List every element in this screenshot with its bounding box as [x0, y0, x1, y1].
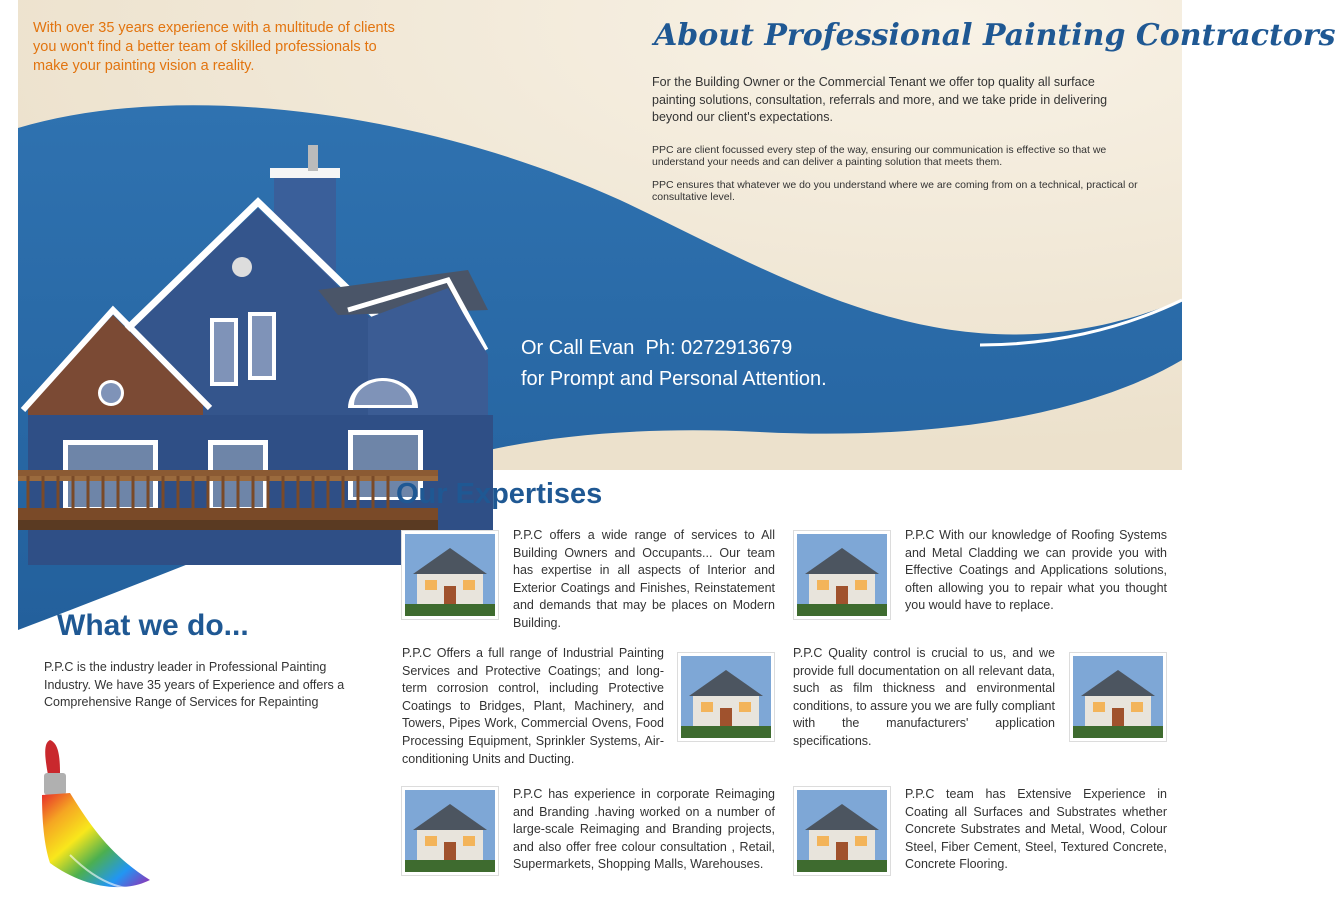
expertise-text-1: P.P.C offers a wide range of services to All Building Owners and Occupants... Our team has expertise in all aspects of Interior and Exterior Coatings and Finishes, Reinstatement and demands that may be places on Modern Building.: [513, 528, 775, 630]
about-lead: For the Building Owner or the Commercial Tenant we offer top quality all surface painting solutions, consultation, referrals and more, and we take pride in delivering beyond our client's expectations.: [652, 75, 1108, 124]
house-thumbnail: [1069, 652, 1167, 742]
expertise-text-4: P.P.C Quality control is crucial to us, and we provide full documentation on all relevant data, such as film thickness and environmental conditions, to assure you we are fully compliant with the manufacturers' application specifications.: [793, 646, 1055, 748]
paint-brush-icon: [30, 735, 160, 900]
what-we-do-title: What we do...: [57, 609, 249, 642]
call-to-action: [521, 333, 827, 395]
house-thumbnail: [793, 786, 891, 876]
call-attention-line: for Prompt and Personal Attention.: [521, 368, 827, 390]
expertises-title: Our Expertises: [396, 478, 603, 510]
about-paragraph-2: PPC ensures that whatever we do you understand where we are coming from on a technical, practical or consultative level.: [652, 179, 1138, 203]
house-thumbnail: [793, 530, 891, 620]
expertise-text-3: P.P.C Offers a full range of Industrial Painting Services and Protective Coatings; and long-term corrosion control, including Protective Coatings to Bridges, Plant, Machinery, and Towers, Pipes Work, Commercial Ovens, Food Processing Equipment, Sprinkler Systems, Air-conditioning Units and Ducting.: [402, 646, 664, 766]
expertise-text-6: P.P.C team has Extensive Experience in Coating all Surfaces and Substrates whether Concrete Substrates and Metal, Wood, Colour Steel, Fiber Cement, Steel, Textured Concrete, Concrete Flooring.: [905, 787, 1167, 872]
about-paragraph-1: PPC are client focussed every step of the way, ensuring our communication is effective so that we understand your needs and can deliver a painting solution that meets them.: [652, 144, 1107, 168]
expertise-text-5: P.P.C has experience in corporate Reimaging and Branding .having worked on a number of large-scale Reimaging and Branding projects, and also offer free colour consultation , Retail, Supermarkets, Shopping Malls, Warehouses.: [513, 787, 775, 872]
what-we-do-text: P.P.C is the industry leader in Professional Painting Industry. We have 35 years of Experience and offers a Comprehensive Range of Services for Repainting: [44, 660, 345, 709]
expertise-text-2: P.P.C With our knowledge of Roofing Systems and Metal Cladding we can provide you with Effective Coatings and Applications solutions, often allowing you to repair what you thought you would have to replace.: [905, 528, 1167, 613]
intro-text: With over 35 years experience with a multitude of clients you won't find a better team of skilled professionals to make your painting vision a reality.: [33, 20, 395, 74]
about-title: About Professional Painting Contractors: [654, 18, 1336, 53]
house-thumbnail: [677, 652, 775, 742]
house-thumbnail: [401, 530, 499, 620]
call-phone-line: Or Call Evan Ph: 0272913679: [521, 337, 793, 359]
house-thumbnail: [401, 786, 499, 876]
